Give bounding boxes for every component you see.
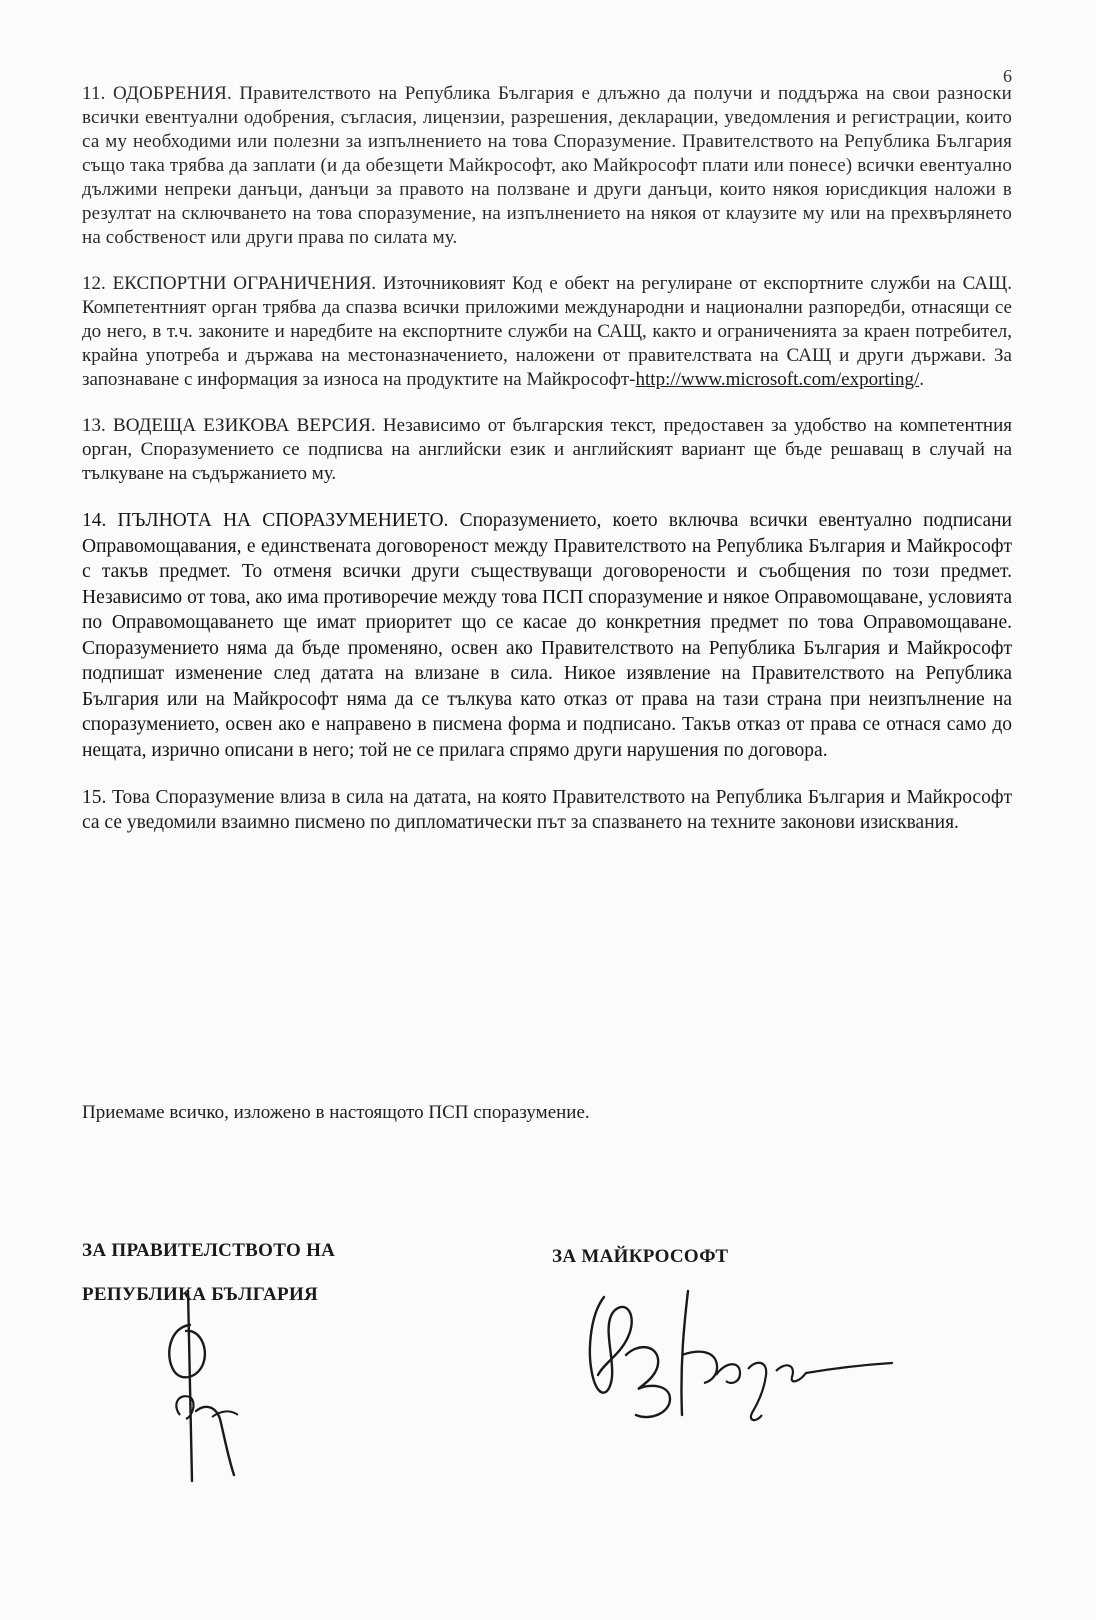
clause-13: 13. ВОДЕЩА ЕЗИКОВА ВЕРСИЯ. Независимо от българския текст, предоставен за удобство на компетентния орган, Споразумението се подписва на английски език и английският вариант ще бъде решаващ в случай на тълкуване на съдържанието му.: [82, 415, 1012, 484]
clause-12: [82, 272, 1012, 392]
export-link[interactable]: http://www.microsoft.com/exporting/: [635, 369, 920, 390]
clause-11: 11. ОДОБРЕНИЯ. Правителството на Република България е длъжно да получи и поддържа на свои разноски всички евентуални одобрения, съгласия, лицензии, разрешения, декларации, уведомления и регистрации, които са му необходими или полезни за изпълнението на това Споразумение. Правителството на Република България също така трябва да заплати (и да обезщети Майкрософт, ако Майкрософт плати или понесе) всички евентуално дължими непреки данъци, данъци за правото на ползване и други данъци, които някоя юрисдикция наложи в резултат на сключването на това споразумение, на изпълнението на някоя от клаузите му или на прехвърлянето на собственост или други права по силата му.: [82, 83, 1012, 248]
government-signature: [150, 1285, 270, 1485]
clause-12-suffix: .: [919, 369, 924, 390]
agreement-body: [82, 82, 1012, 857]
microsoft-signature: [580, 1285, 900, 1445]
clause-12-text: 12. ЕКСПОРТНИ ОГРАНИЧЕНИЯ. Източниковият Код е обект на регулиране от експортните служби на САЩ. Компетентният орган трябва да спазва всички приложими международни и национални разпоредби, отнасящи се до него, в т.ч. законите и наредбите на експортните служби на САЩ, както и ограниченията за краен потребител, крайна употреба и държава на местоназначението, наложени от правителствата на САЩ и други държави. За запознаване с информация за износа на продуктите на Майкрософт-: [82, 273, 1012, 390]
page-number: 6: [1003, 66, 1012, 86]
acceptance-statement: Приемаме всичко, изложено в настоящото ПСП споразумение.: [82, 1102, 590, 1123]
government-signatory-line1: ЗА ПРАВИТЕЛСТВОТО НА: [82, 1240, 336, 1261]
clause-14: 14. ПЪЛНОТА НА СПОРАЗУМЕНИЕТО. Споразумението, което включва всички евентуално подписани Оправомощавания, е единствената договореност между Правителството на Република България и Майкрософт с такъв предмет. То отменя всички други съществуващи договорености и съобщения по този предмет. Независимо от това, ако има противоречие между това ПСП споразумение и някое Оправомощаване, условията по Оправомощаването ще имат приоритет що се касае до конкретния предмет по това Оправомощаване. Споразумението няма да бъде променяно, освен ако Правителството на Република България и Майкрософт подпишат изменение след датата на влизане в сила. Никое изявление на Правителството на Република България или на Майкрософт няма да се тълкува като отказ от права на тази страна при неизпълнение на споразумението, освен ако е направено в писмена форма и подписано. Такъв отказ от права се отнася само до нещата, изрично описани в него; той не се прилага спрямо други нарушения по договора.: [82, 510, 1012, 761]
clause-15: 15. Това Споразумение влиза в сила на датата, на която Правителството на Република България и Майкрософт са се уведомили взаимно писмено по дипломатически път за спазването на техните законови изисквания.: [82, 787, 1012, 833]
microsoft-signatory: ЗА МАЙКРОСОФТ: [552, 1246, 729, 1267]
government-signatory-line2: РЕПУБЛИКА БЪЛГАРИЯ: [82, 1284, 319, 1305]
